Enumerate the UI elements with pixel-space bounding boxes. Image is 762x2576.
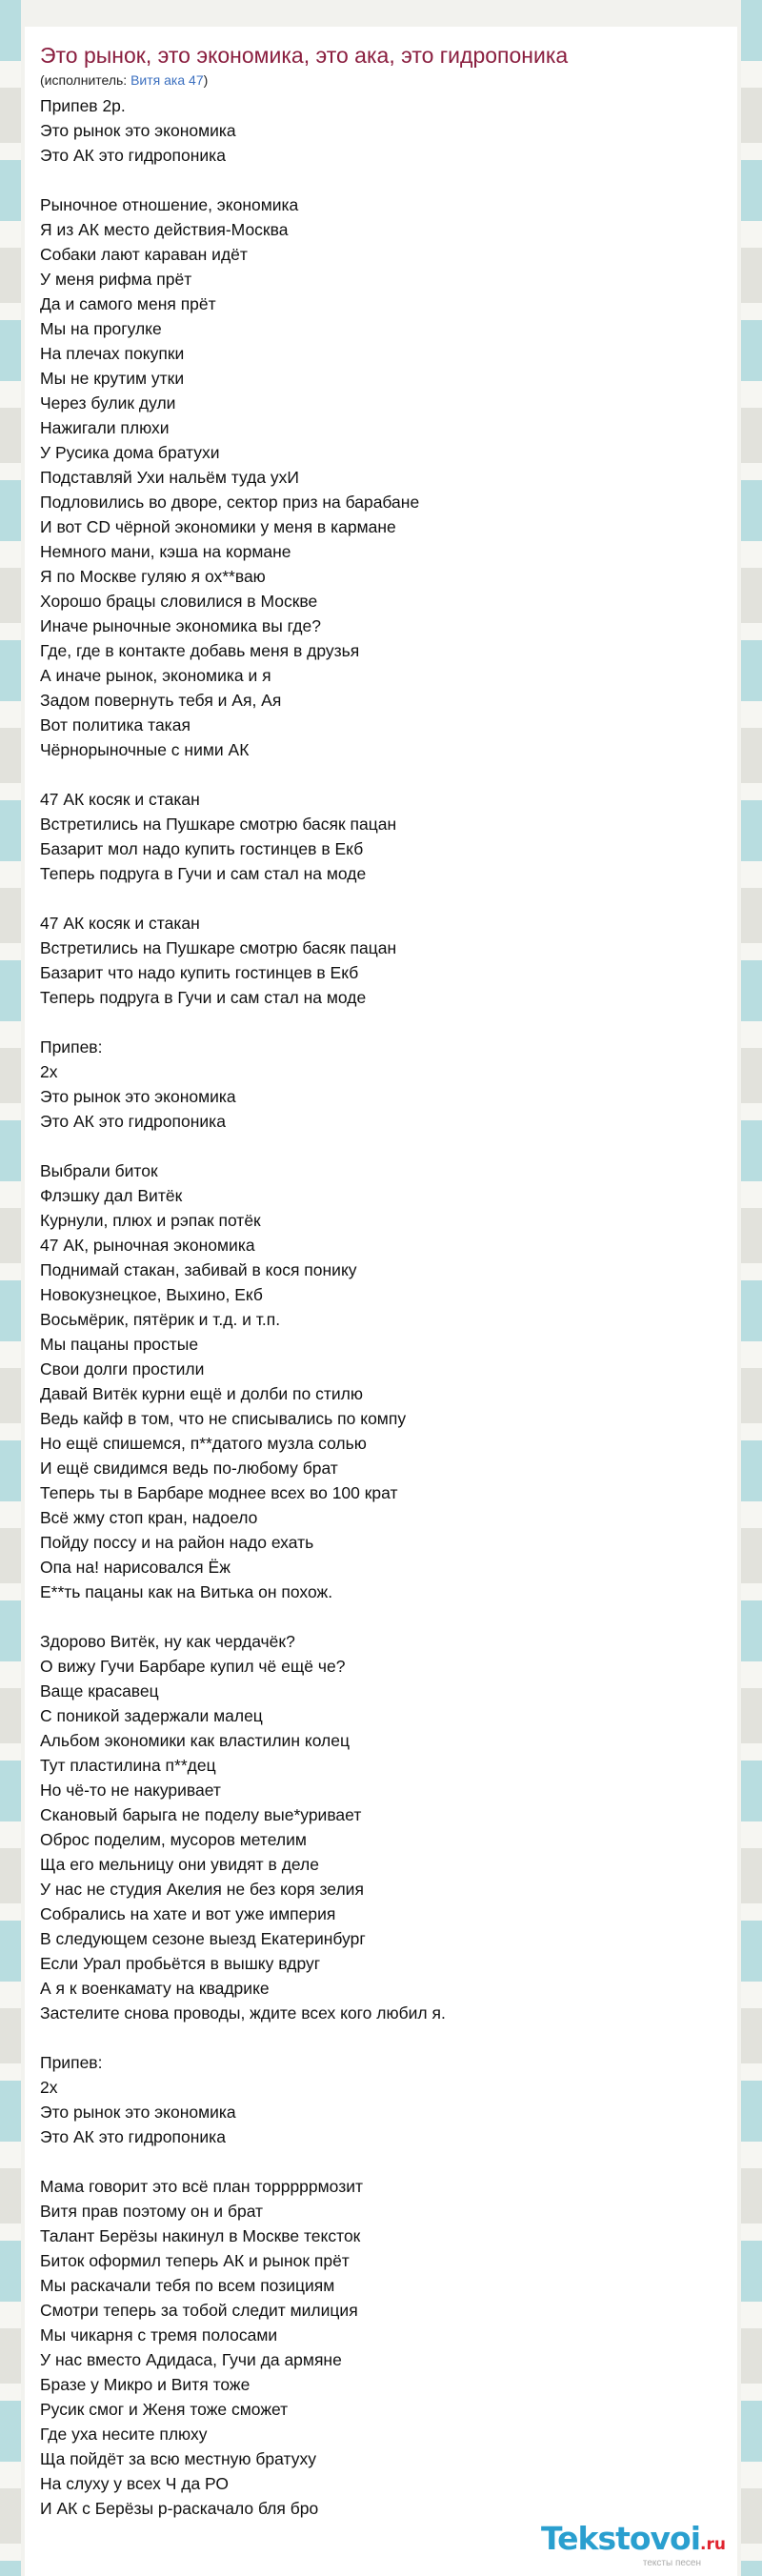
lyrics-line: Это рынок это экономика [40,2103,236,2122]
right-decorative-stripes [741,0,762,2576]
lyrics-line: Ща пойдёт за всю местную братуху [40,2449,316,2468]
lyrics-line: Застелите снова проводы, ждите всех кого любил я. [40,2003,446,2023]
lyrics-line: Е**ть пацаны как на Витька он похож. [40,1582,333,1601]
lyrics-line: А я к военкамату на квадрике [40,1979,270,1998]
lyrics-line: Рыночное отношение, экономика [40,195,299,214]
artist-prefix: (исполнитель: [40,72,131,88]
lyrics-line: Но чё-то не накуривает [40,1781,221,1800]
lyrics-line: Поднимай стакан, забивай в кося понику [40,1260,357,1279]
lyrics-line: Теперь подруга в Гучи и сам стал на моде [40,988,367,1007]
lyrics-blank-line [40,762,707,787]
lyrics-blank-line [40,886,707,911]
lyrics-line: Где уха несите плюху [40,2425,208,2444]
lyrics-line: Русик смог и Женя тоже сможет [40,2400,289,2419]
lyrics-text [40,93,707,2521]
lyrics-line: Припев: [40,1037,103,1057]
lyrics-blank-line [40,1134,707,1158]
lyrics-line: У Русика дома братухи [40,443,220,462]
lyrics-line: Вот политика такая [40,715,190,735]
lyrics-line: Ща его мельницу они увидят в деле [40,1855,319,1874]
lyrics-line: Давай Витёк курни ещё и долби по стилю [40,1384,363,1403]
song-title: Это рынок, это экономика, это ака, это гидропоника [40,43,569,68]
lyrics-line: Ваще красавец [40,1681,159,1701]
lyrics-line: 47 АК косяк и стакан [40,914,200,933]
lyrics-line: Восьмёрик, пятёрик и т.д. и т.п. [40,1310,281,1329]
lyrics-line: У нас вместо Адидаса, Гучи да армяне [40,2350,342,2369]
lyrics-blank-line [40,1604,707,1629]
lyrics-line: Подставляй Ухи нальём туда ухИ [40,468,299,487]
lyrics-line: Флэшку дал Витёк [40,1186,183,1205]
lyrics-line: Всё жму стоп кран, надоело [40,1508,258,1527]
lyrics-line: Тут пластилина п**дец [40,1756,216,1775]
lyrics-line: Скановый барыга не поделу вые*уривает [40,1805,362,1824]
lyrics-line: С поникой задержали малец [40,1706,263,1725]
lyrics-line: Я из АК место действия-Москва [40,220,289,239]
lyrics-line: Мы чикарня с тремя полосами [40,2325,278,2345]
lyrics-line: Иначе рыночные экономика вы где? [40,616,321,635]
lyrics-line: 2х [40,2078,58,2097]
lyrics-blank-line [40,168,707,192]
lyrics-line: Мама говорит это всё план торррррмозит [40,2177,364,2196]
lyrics-line: Но ещё спишемся, п**датого музла солью [40,1434,367,1453]
lyrics-line: У меня рифма прёт [40,270,192,289]
lyrics-line: Задом повернуть тебя и Ая, Ая [40,691,282,710]
lyrics-line: Это рынок это экономика [40,121,236,140]
lyrics-line: Через булик дули [40,393,176,413]
lyrics-line: И ещё свидимся ведь по-любому брат [40,1459,338,1478]
logo-tld: .ru [700,2535,726,2554]
lyrics-line: Теперь ты в Барбаре моднее всех во 100 крат [40,1483,398,1502]
lyrics-line: И АК с Берёзы р-раскачало бля бро [40,2499,319,2518]
lyrics-line: Припев: [40,2053,103,2072]
lyrics-blank-line [40,1010,707,1035]
lyrics-line: Мы пацаны простые [40,1335,199,1354]
lyrics-line: Новокузнецкое, Выхино, Екб [40,1285,263,1304]
artist-suffix: ) [203,72,209,88]
lyrics-line: И вот CD чёрной экономики у меня в кармане [40,517,396,536]
lyrics-line: Альбом экономики как властилин колец [40,1731,351,1750]
lyrics-line: Бразе у Микро и Витя тоже [40,2375,251,2394]
lyrics-line: Теперь подруга в Гучи и сам стал на моде [40,864,367,883]
lyrics-line: Мы на прогулке [40,319,162,338]
lyrics-line: Если Урал пробьётся в вышку вдруг [40,1954,321,1973]
lyrics-line: Встретились на Пушкаре смотрю басяк пацан [40,938,397,957]
lyrics-line: Смотри теперь за тобой следит милиция [40,2301,358,2320]
lyrics-line: Где, где в контакте добавь меня в друзья [40,641,360,660]
lyrics-line: Нажигали плюхи [40,418,170,437]
lyrics-line: Оброс поделим, мусоров метелим [40,1830,307,1849]
lyrics-line: Мы раскачали тебя по всем позициям [40,2276,335,2295]
lyrics-line: Это АК это гидропоника [40,1112,226,1131]
lyrics-line: В следующем сезоне выезд Екатеринбург [40,1929,366,1948]
lyrics-line: Выбрали биток [40,1161,158,1180]
lyrics-line: Биток оформил теперь АК и рынок прёт [40,2251,350,2270]
lyrics-line: Встретились на Пушкаре смотрю басяк пацан [40,815,397,834]
lyrics-line: Здорово Витёк, ну как чердачёк? [40,1632,295,1651]
logo-tagline: тексты песен [642,2558,701,2568]
lyrics-line: 47 АК, рыночная экономика [40,1236,255,1255]
lyrics-line: Свои долги простили [40,1359,205,1379]
lyrics-line: Талант Берёзы накинул в Москве тексток [40,2226,361,2245]
site-logo[interactable] [541,2522,726,2568]
lyrics-line: Это рынок это экономика [40,1087,236,1106]
artist-link[interactable]: Витя ака 47 [130,72,204,88]
lyrics-line: Витя прав поэтому он и брат [40,2202,264,2221]
lyrics-line: 2х [40,1062,58,1081]
lyrics-line: Базарит что надо купить гостинцев в Екб [40,963,359,982]
lyrics-line: 47 АК косяк и стакан [40,790,200,809]
artist-line [40,70,208,90]
lyrics-line: Собрались на хате и вот уже империя [40,1904,336,1923]
lyrics-line: Чёрнорыночные с ними АК [40,740,250,759]
lyrics-line: Базарит мол надо купить гостинцев в Екб [40,839,364,858]
lyrics-line: На слуху у всех Ч да РО [40,2474,229,2493]
lyrics-line: На плечах покупки [40,344,185,363]
lyrics-line: Припев 2р. [40,96,126,115]
lyrics-line: Это АК это гидропоника [40,146,226,165]
lyrics-line: Ведь кайф в том, что не списывались по компу [40,1409,407,1428]
lyrics-line: Хорошо брацы словилися в Москве [40,592,318,611]
lyrics-line: Я по Москве гуляю я ох**ваю [40,567,266,586]
lyrics-blank-line [40,2149,707,2174]
lyrics-line: У нас не студия Акелия не без коря зелия [40,1880,364,1899]
lyrics-line: Подловились во дворе, сектор приз на барабане [40,493,420,512]
lyrics-line: Собаки лают караван идёт [40,245,248,264]
logo-wordmark [541,2522,726,2562]
logo-name: Tekstovoi [541,2520,701,2557]
lyrics-line: О вижу Гучи Барбаре купил чё ещё че? [40,1657,346,1676]
lyrics-line: А иначе рынок, экономика и я [40,666,271,685]
lyrics-blank-line [40,2025,707,2050]
lyrics-line: Пойду поссу и на район надо ехать [40,1533,314,1552]
lyrics-line: Да и самого меня прёт [40,294,216,313]
lyrics-line: Это АК это гидропоника [40,2127,226,2146]
lyrics-line: Курнули, плюх и рэпак потёк [40,1211,261,1230]
lyrics-line: Немного мани, кэша на кормане [40,542,291,561]
left-decorative-stripes [0,0,21,2576]
lyrics-line: Опа на! нарисовался Ёж [40,1558,231,1577]
lyrics-page [25,27,737,2576]
lyrics-line: Мы не крутим утки [40,369,185,388]
